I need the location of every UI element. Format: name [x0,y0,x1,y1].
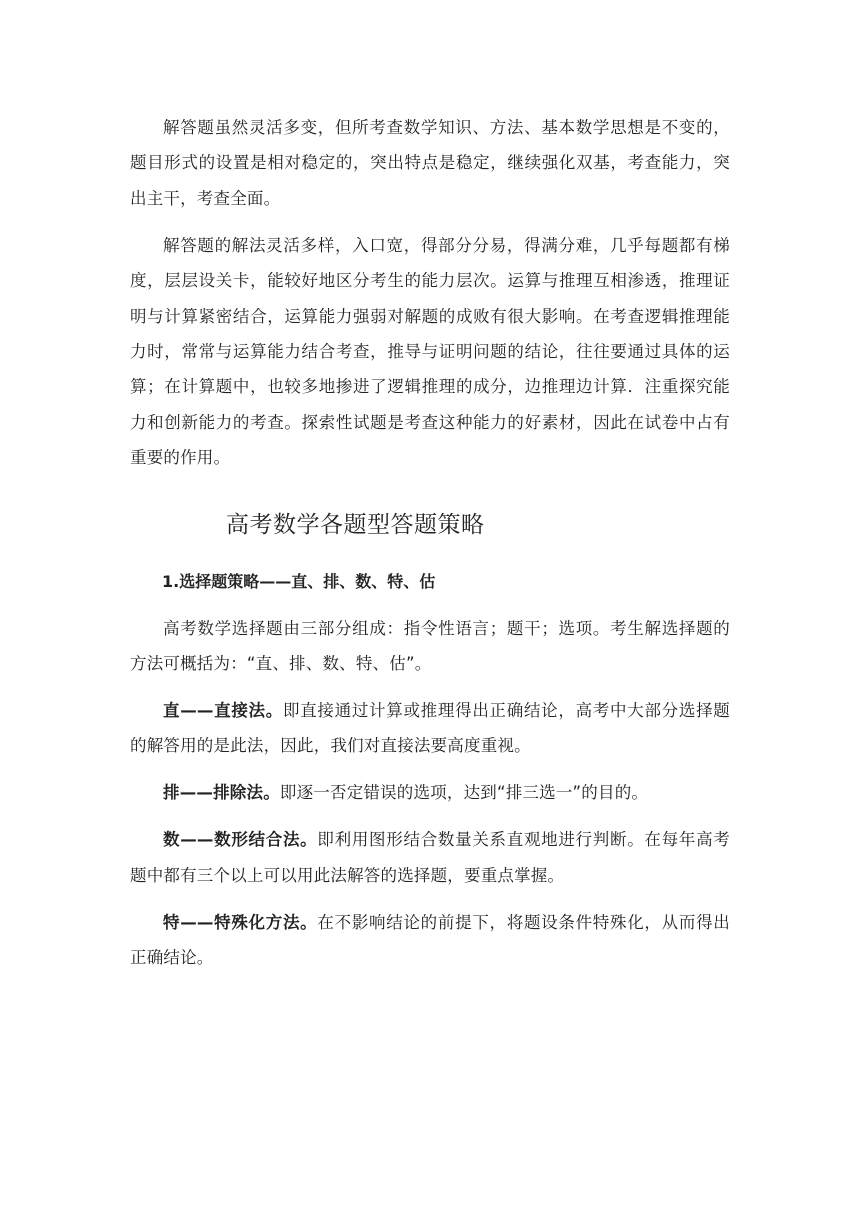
method-text: 在不影响结论的前提下，将题设条件特殊化，从而得出正确结论。 [130,912,730,968]
method-text: 即利用图形结合数量关系直观地进行判断。在每年高考题中都有三个以上可以用此法解答的选择题，要重点掌握。 [130,830,730,885]
method-paragraph-direct [130,693,730,764]
intro-paragraph-1: 解答题虽然灵活多变，但所考查数学知识、方法、基本数学思想是不变的，题目形式的设置是相对稳定的，突出特点是稳定，继续强化双基，考查能力，突出主干，考查全面。 [130,118,730,208]
method-label: 排——排除法。 [163,783,280,803]
method-paragraph-special [130,905,730,976]
method-label: 直——直接法。 [163,701,283,721]
method-label: 特——特殊化方法。 [163,912,318,932]
section-subheading: 1.选择题策略——直、排、数、特、估 [162,571,436,591]
method-text: 即直接通过计算或推理得出正确结论，高考中大部分选择题的解答用的是此法，因此，我们对直接法要高度重视。 [130,701,730,756]
section-title: 高考数学各题型答题策略 [226,511,485,538]
intro-paragraph-2: 解答题的解法灵活多样，入口宽，得部分分易，得满分难，几乎每题都有梯度，层层设关卡，能较好地区分考生的能力层次。运算与推理互相渗透，推理证明与计算紧密结合，运算能力强弱对解题的成败有很大影响。在考查逻辑推理能力时，常常与运算能力结合考查，推导与证明问题的结论，往往要通过具体的运算；在计算题中，也较多地掺进了逻辑推理的成分，边推理边计算．注重探究能力和创新能力的考查。探索性试题是考查这种能力的好素材，因此在试卷中占有重要的作用。 [130,235,730,468]
method-text: 即逐一否定错误的选项，达到“排三选一”的目的。 [279,783,649,803]
document-body [130,110,730,976]
method-paragraph-exclude [130,775,730,810]
method-paragraph-graph [130,822,730,893]
method-label: 数——数形结合法。 [163,830,318,850]
overview-paragraph: 高考数学选择题由三部分组成：指令性语言；题干；选项。考生解选择题的方法可概括为：“直、排、数、特、估”。 [130,618,730,674]
